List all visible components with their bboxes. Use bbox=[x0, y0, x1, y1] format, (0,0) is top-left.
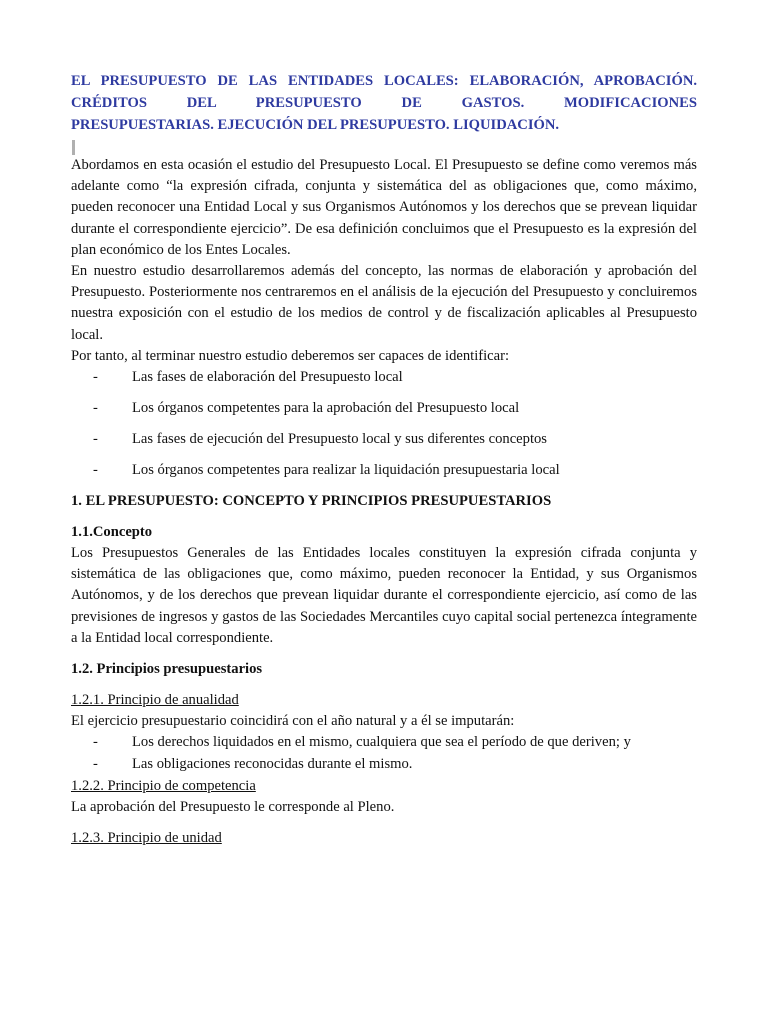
list-item-text: Los derechos liquidados en el mismo, cualquiera que sea el período de que deriven; y bbox=[132, 734, 631, 751]
text-cursor-marker bbox=[72, 140, 75, 155]
document-title bbox=[71, 70, 697, 136]
list-item bbox=[71, 754, 697, 775]
section-1-2-1-text: El ejercicio presupuestario coincidirá con el año natural y a él se imputarán: bbox=[71, 713, 515, 730]
list-dash: - bbox=[93, 400, 98, 417]
title-line-1: EL PRESUPUESTO DE LAS ENTIDADES LOCALES: ELABORACIÓN, bbox=[71, 73, 584, 89]
list-item-text: Las fases de ejecución del Presupuesto local y sus diferentes conceptos bbox=[132, 431, 547, 448]
section-1-2-3-heading: 1.2.3. Principio de unidad bbox=[71, 830, 222, 847]
list-item bbox=[71, 460, 697, 481]
section-1-2-1-heading: 1.2.1. Principio de anualidad bbox=[71, 692, 239, 709]
list-dash: - bbox=[93, 369, 98, 386]
list-dash: - bbox=[93, 756, 98, 773]
list-item bbox=[71, 732, 697, 753]
list-item bbox=[71, 367, 697, 388]
section-1-2-2-text: La aprobación del Presupuesto le corresponde al Pleno. bbox=[71, 799, 395, 816]
list-item-text: Los órganos competentes para realizar la liquidación presupuestaria local bbox=[132, 462, 560, 479]
list-dash: - bbox=[93, 734, 98, 751]
list-item-text: Los órganos competentes para la aprobación del Presupuesto local bbox=[132, 400, 520, 417]
section-1-1-heading: 1.1.Concepto bbox=[71, 524, 153, 541]
list-item-text: Las obligaciones reconocidas durante el mismo. bbox=[132, 756, 413, 773]
document-page bbox=[71, 70, 697, 849]
list-item bbox=[71, 429, 697, 450]
objectives-list bbox=[71, 367, 697, 481]
list-item-text: Las fases de elaboración del Presupuesto local bbox=[132, 369, 403, 386]
section-1-1-text: Los Presupuestos Generales de las Entidades locales constituyen la expresión cifrada conjunta y sistemática de las obligaciones que, como máximo, pueden reconocer la Entidad, y sus Organismos Autónomos, y de los derechos que prevean liquidar durante el correspondiente ejercicio, así como de las previsiones de ingresos y gastos de las Sociedades Mercantiles cuyo capital social pertenezca íntegramente a la Entidad local correspondiente. bbox=[71, 545, 697, 646]
intro-paragraph-1: Abordamos en esta ocasión el estudio del Presupuesto Local. El Presupuesto se define como veremos más adelante como “la expresión cifrada, conjunta y sistemática del as obligaciones que, como máximo, pueden reconocer una Entidad Local y sus Organismos Autónomos y los derechos que se prevean liquidar durante el correspondiente ejercicio”. De esa definición concluimos que el Presupuesto es la expresión del plan económico de los Entes Locales. bbox=[71, 157, 697, 258]
list-dash: - bbox=[93, 431, 98, 448]
section-1-2-2-heading: 1.2.2. Principio de competencia bbox=[71, 778, 256, 795]
list-item bbox=[71, 398, 697, 419]
intro-paragraph-2: En nuestro estudio desarrollaremos además del concepto, las normas de elaboración y aprobación del Presupuesto. Posteriormente nos centraremos en el análisis de la ejecución del Presupuesto y concluiremos nuestra exposición con el estudio de los medios de control y de fiscalización aplicables al Presupuesto local. bbox=[71, 263, 697, 343]
section-1-heading: 1. EL PRESUPUESTO: CONCEPTO Y PRINCIPIOS PRESUPUESTARIOS bbox=[71, 493, 552, 510]
anualidad-list bbox=[71, 732, 697, 775]
intro-paragraph-3: Por tanto, al terminar nuestro estudio deberemos ser capaces de identificar: bbox=[71, 347, 510, 364]
title-line-3: PRESUPUESTARIAS. EJECUCIÓN DEL PRESUPUESTO. LIQUIDACIÓN. bbox=[71, 117, 560, 133]
list-dash: - bbox=[93, 462, 98, 479]
section-1-2-heading: 1.2. Principios presupuestarios bbox=[71, 661, 263, 678]
title-line-2: APROBACIÓN. CRÉDITOS DEL PRESUPUESTO DE GASTOS. MODIFICACIONES bbox=[71, 73, 698, 111]
